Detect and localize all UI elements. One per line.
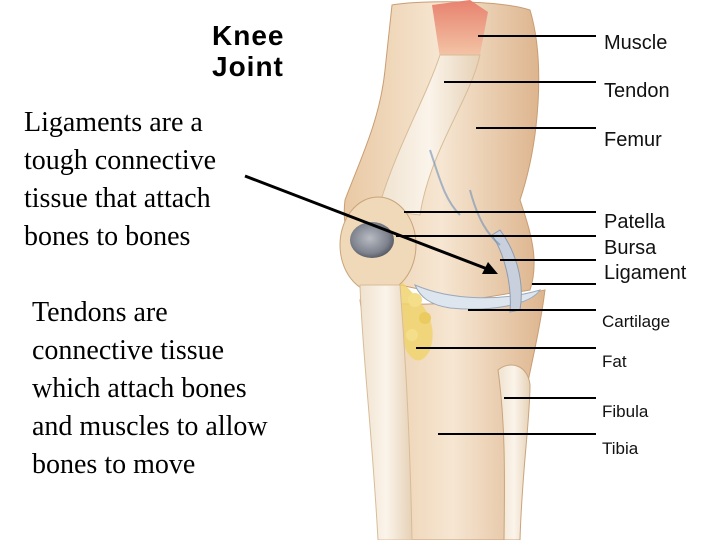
label-ligament: Ligament xyxy=(604,262,687,284)
label-fat: Fat xyxy=(602,352,627,371)
title-line-1: Knee xyxy=(212,20,285,51)
label-femur: Femur xyxy=(604,129,662,151)
muscle-shape xyxy=(432,0,488,58)
bursa-shape xyxy=(350,222,394,258)
title-line-2: Joint xyxy=(212,51,284,82)
diagram-title xyxy=(212,20,284,82)
label-bursa: Bursa xyxy=(604,237,657,259)
tendon-text-line: which attach bones xyxy=(32,373,247,404)
label-patella: Patella xyxy=(604,211,666,233)
label-muscle: Muscle xyxy=(604,32,668,54)
tendon-text-line: bones to move xyxy=(32,449,196,480)
label-tibia: Tibia xyxy=(602,439,639,458)
label-tendon: Tendon xyxy=(604,80,670,102)
ligament-text-line: tissue that attach xyxy=(24,183,211,214)
tendon-text-line: connective tissue xyxy=(32,335,225,366)
ligament-text-line: tough connective xyxy=(24,145,217,176)
label-fibula: Fibula xyxy=(602,402,649,421)
tendon-text-line: and muscles to allow xyxy=(32,411,268,442)
tendon-text-line: Tendons are xyxy=(32,297,168,328)
tendon-definition xyxy=(32,294,322,484)
ligament-definition xyxy=(24,104,264,256)
ligament-text-line: Ligaments are a xyxy=(24,107,203,138)
ligament-text-line: bones to bones xyxy=(24,221,191,252)
label-cartilage: Cartilage xyxy=(602,312,671,331)
